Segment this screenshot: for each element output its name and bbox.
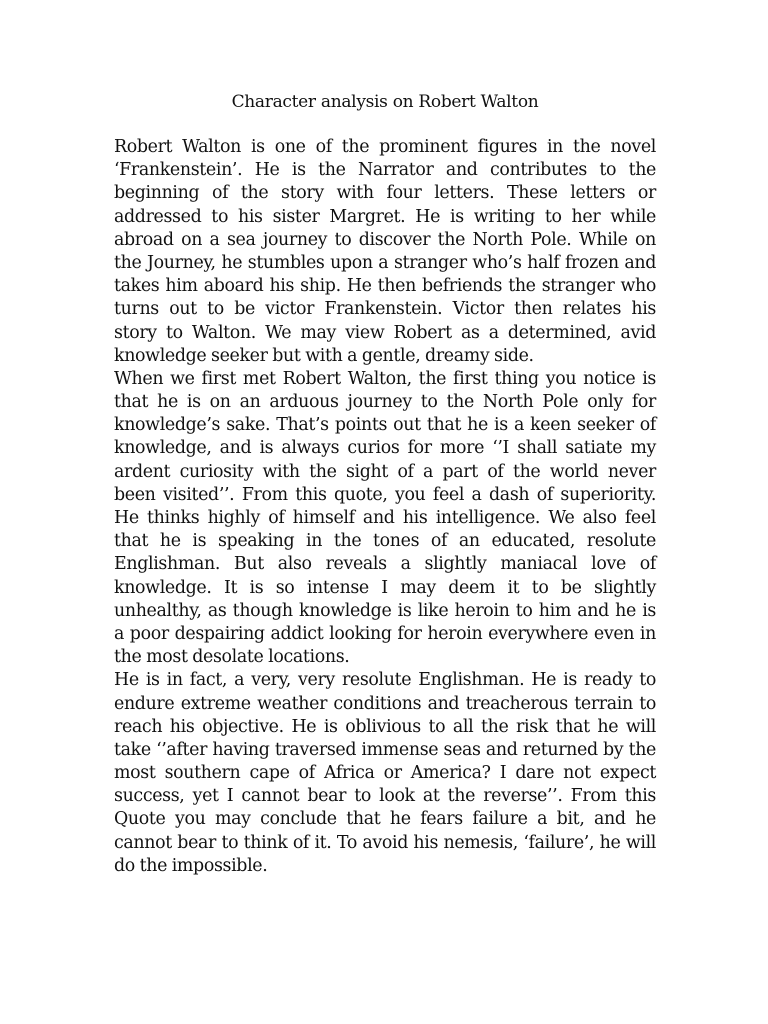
paragraph-line: the Journey, he stumbles upon a stranger who’s half frozen and bbox=[114, 252, 656, 273]
paragraph-1 bbox=[114, 136, 656, 368]
paragraph-line: been visited’’. From this quote, you feel a dash of superiority. bbox=[114, 484, 656, 505]
paragraph-line: take ‘’after having traversed immense seas and returned by the bbox=[114, 739, 656, 760]
paragraph-line: reach his objective. He is oblivious to all the risk that he will bbox=[114, 716, 656, 737]
paragraph-line: Quote you may conclude that he fears failure a bit, and he bbox=[114, 809, 656, 830]
paragraph-line: unhealthy, as though knowledge is like heroin to him and he is bbox=[114, 600, 656, 621]
paragraph-line: beginning of the story with four letters. These letters or bbox=[114, 183, 656, 204]
paragraph-line: When we first met Robert Walton, the first thing you notice is bbox=[114, 368, 656, 389]
paragraph-line: knowledge, and is always curios for more ‘’I shall satiate my bbox=[114, 438, 656, 459]
paragraph-line: most southern cape of Africa or America? I dare not expect bbox=[114, 763, 656, 784]
paragraph-2 bbox=[114, 368, 656, 669]
paragraph-3 bbox=[114, 669, 656, 878]
paragraph-line: He thinks highly of himself and his intelligence. We also feel bbox=[114, 508, 656, 528]
paragraph-line: ‘Frankenstein’. He is the Narrator and contributes to the bbox=[114, 160, 656, 181]
paragraph-line: cannot bear to think of it. To avoid his nemesis, ‘failure’, he will bbox=[114, 832, 656, 853]
paragraph-line: knowledge seeker but with a gentle, dreamy side. bbox=[114, 345, 534, 366]
paragraph-line: endure extreme weather conditions and treacherous terrain to bbox=[114, 693, 656, 714]
paragraph-line: do the impossible. bbox=[114, 855, 268, 876]
paragraph-line: abroad on a sea journey to discover the North Pole. While on bbox=[114, 229, 656, 250]
paragraph-line: Robert Walton is one of the prominent figures in the novel bbox=[114, 137, 656, 157]
paragraph-line: addressed to his sister Margret. He is writing to her while bbox=[114, 206, 656, 227]
paragraph-line: knowledge’s sake. That’s points out that he is a keen seeker of bbox=[114, 415, 656, 436]
paragraph-line: ardent curiosity with the sight of a part of the world never bbox=[114, 461, 656, 482]
paragraph-line: the most desolate locations. bbox=[114, 647, 350, 668]
paragraph-line: knowledge. It is so intense I may deem it to be slightly bbox=[114, 577, 656, 598]
paragraph-line: that he is speaking in the tones of an educated, resolute bbox=[114, 531, 656, 552]
document-title: Character analysis on Robert Walton bbox=[231, 92, 539, 112]
paragraph-line: story to Walton. We may view Robert as a determined, avid bbox=[114, 322, 656, 343]
paragraph-line: He is in fact, a very, very resolute Englishman. He is ready to bbox=[114, 670, 656, 691]
paragraph-line: that he is on an arduous journey to the North Pole only for bbox=[114, 392, 656, 413]
paragraph-line: takes him aboard his ship. He then befriends the stranger who bbox=[114, 276, 656, 297]
document-body bbox=[114, 136, 656, 878]
paragraph-line: success, yet I cannot bear to look at the reverse’’. From this bbox=[114, 786, 656, 807]
paragraph-line: Englishman. But also reveals a slightly maniacal love of bbox=[114, 554, 656, 575]
paragraph-line: turns out to be victor Frankenstein. Victor then relates his bbox=[114, 299, 656, 320]
paragraph-line: a poor despairing addict looking for heroin everywhere even in bbox=[114, 623, 656, 644]
